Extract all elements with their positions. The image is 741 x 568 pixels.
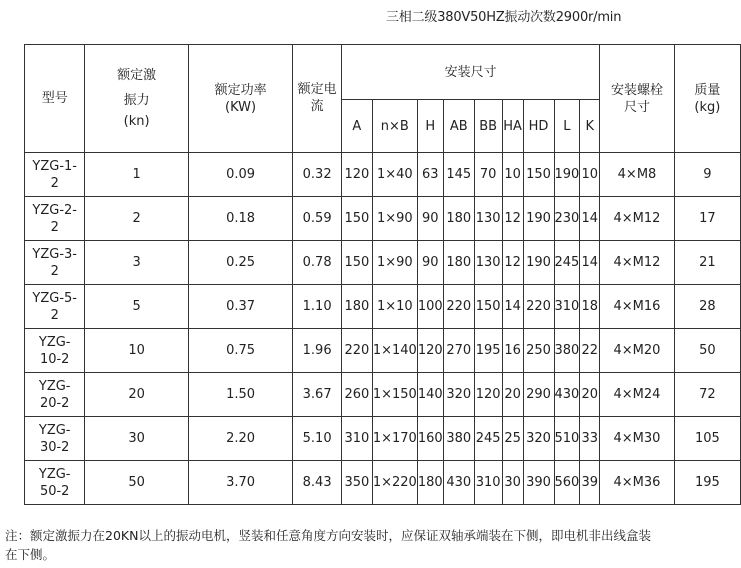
cell-mass: 9 <box>674 153 740 197</box>
cell-force: 2 <box>85 197 188 241</box>
cell-BB: 245 <box>474 417 502 461</box>
cell-force: 20 <box>85 373 188 417</box>
cell-HD: 320 <box>523 417 554 461</box>
cell-HA: 20 <box>502 373 523 417</box>
cell-AB: 380 <box>443 417 474 461</box>
cell-BB: 120 <box>474 373 502 417</box>
cell-model: YZG-2- 2 <box>25 197 85 241</box>
cell-AB: 320 <box>443 373 474 417</box>
cell-BB: 195 <box>474 329 502 373</box>
cell-AB: 145 <box>443 153 474 197</box>
cell-HA: 12 <box>502 197 523 241</box>
cell-power: 0.18 <box>188 197 293 241</box>
header-current: 额定电 流 <box>293 45 342 153</box>
cell-L: 560 <box>554 461 580 505</box>
table-row <box>25 241 741 285</box>
cell-HA: 25 <box>502 417 523 461</box>
cell-model: YZG-1- 2 <box>25 153 85 197</box>
header-mass: 质量 (kg) <box>674 45 740 153</box>
cell-bolt: 4×M12 <box>600 197 674 241</box>
header-row-top <box>25 45 741 100</box>
cell-bolt: 4×M8 <box>600 153 674 197</box>
cell-AB: 180 <box>443 241 474 285</box>
cell-A: 350 <box>341 461 372 505</box>
cell-mass: 195 <box>674 461 740 505</box>
cell-AB: 430 <box>443 461 474 505</box>
header-HD: HD <box>523 100 554 153</box>
table-body <box>25 153 741 505</box>
cell-L: 310 <box>554 285 580 329</box>
cell-H: 63 <box>417 153 443 197</box>
cell-BB: 130 <box>474 197 502 241</box>
header-A: A <box>341 100 372 153</box>
cell-power: 0.75 <box>188 329 293 373</box>
header-force: 额定激 振力 (kn) <box>85 45 188 153</box>
cell-AB: 270 <box>443 329 474 373</box>
cell-current: 5.10 <box>293 417 342 461</box>
cell-model: YZG- 50-2 <box>25 461 85 505</box>
cell-AB: 180 <box>443 197 474 241</box>
cell-HD: 220 <box>523 285 554 329</box>
cell-power: 0.25 <box>188 241 293 285</box>
cell-power: 0.09 <box>188 153 293 197</box>
cell-bolt: 4×M20 <box>600 329 674 373</box>
cell-K: 14 <box>580 197 600 241</box>
cell-force: 3 <box>85 241 188 285</box>
cell-bolt: 4×M36 <box>600 461 674 505</box>
cell-A: 220 <box>341 329 372 373</box>
cell-L: 190 <box>554 153 580 197</box>
cell-force: 50 <box>85 461 188 505</box>
cell-H: 180 <box>417 461 443 505</box>
cell-L: 510 <box>554 417 580 461</box>
cell-A: 150 <box>341 197 372 241</box>
cell-L: 380 <box>554 329 580 373</box>
cell-force: 30 <box>85 417 188 461</box>
cell-power: 2.20 <box>188 417 293 461</box>
cell-HD: 190 <box>523 197 554 241</box>
page-subtitle: 三相二级380V50HZ振动次数2900r/min <box>386 10 622 25</box>
table-row <box>25 417 741 461</box>
cell-current: 1.96 <box>293 329 342 373</box>
cell-nB: 1×10 <box>372 285 417 329</box>
cell-A: 260 <box>341 373 372 417</box>
cell-current: 1.10 <box>293 285 342 329</box>
footnote-line: 注：额定激振力在20KN以上的振动电机，竖装和任意角度方向安装时，应保证双轴承端装在下侧，即电机非出线盒装 <box>5 528 651 543</box>
cell-L: 245 <box>554 241 580 285</box>
header-AB: AB <box>443 100 474 153</box>
cell-A: 150 <box>341 241 372 285</box>
header-nB: n×B <box>372 100 417 153</box>
cell-HA: 12 <box>502 241 523 285</box>
header-HA: HA <box>502 100 523 153</box>
cell-model: YZG-5- 2 <box>25 285 85 329</box>
cell-mass: 17 <box>674 197 740 241</box>
header-bolt: 安装螺栓 尺寸 <box>600 45 674 153</box>
cell-mass: 72 <box>674 373 740 417</box>
cell-nB: 1×140 <box>372 329 417 373</box>
cell-K: 14 <box>580 241 600 285</box>
cell-AB: 220 <box>443 285 474 329</box>
cell-nB: 1×170 <box>372 417 417 461</box>
header-L: L <box>554 100 580 153</box>
header-model: 型号 <box>25 45 85 153</box>
cell-mass: 28 <box>674 285 740 329</box>
cell-mass: 105 <box>674 417 740 461</box>
spec-table <box>24 44 741 505</box>
header-install-size: 安装尺寸 <box>341 45 599 100</box>
footnote <box>5 526 740 564</box>
table-row <box>25 329 741 373</box>
cell-nB: 1×40 <box>372 153 417 197</box>
cell-A: 120 <box>341 153 372 197</box>
footnote-line: 在下侧。 <box>5 547 56 562</box>
cell-H: 100 <box>417 285 443 329</box>
cell-current: 0.59 <box>293 197 342 241</box>
cell-BB: 150 <box>474 285 502 329</box>
cell-K: 33 <box>580 417 600 461</box>
table-row <box>25 373 741 417</box>
cell-BB: 130 <box>474 241 502 285</box>
cell-HA: 30 <box>502 461 523 505</box>
cell-A: 310 <box>341 417 372 461</box>
cell-H: 120 <box>417 329 443 373</box>
cell-model: YZG- 10-2 <box>25 329 85 373</box>
cell-HA: 16 <box>502 329 523 373</box>
cell-L: 430 <box>554 373 580 417</box>
cell-L: 230 <box>554 197 580 241</box>
cell-current: 8.43 <box>293 461 342 505</box>
cell-K: 22 <box>580 329 600 373</box>
cell-K: 20 <box>580 373 600 417</box>
cell-force: 1 <box>85 153 188 197</box>
cell-force: 10 <box>85 329 188 373</box>
cell-power: 0.37 <box>188 285 293 329</box>
cell-bolt: 4×M12 <box>600 241 674 285</box>
cell-K: 10 <box>580 153 600 197</box>
cell-nB: 1×150 <box>372 373 417 417</box>
header-BB: BB <box>474 100 502 153</box>
header-power: 额定功率 (KW) <box>188 45 293 153</box>
cell-HD: 290 <box>523 373 554 417</box>
cell-bolt: 4×M30 <box>600 417 674 461</box>
cell-bolt: 4×M16 <box>600 285 674 329</box>
cell-current: 0.78 <box>293 241 342 285</box>
cell-A: 180 <box>341 285 372 329</box>
cell-power: 1.50 <box>188 373 293 417</box>
cell-H: 90 <box>417 241 443 285</box>
cell-HA: 10 <box>502 153 523 197</box>
cell-nB: 1×220 <box>372 461 417 505</box>
cell-nB: 1×90 <box>372 197 417 241</box>
cell-H: 140 <box>417 373 443 417</box>
cell-nB: 1×90 <box>372 241 417 285</box>
cell-HD: 390 <box>523 461 554 505</box>
cell-HA: 14 <box>502 285 523 329</box>
table-row <box>25 197 741 241</box>
cell-mass: 50 <box>674 329 740 373</box>
cell-BB: 310 <box>474 461 502 505</box>
cell-model: YZG-3- 2 <box>25 241 85 285</box>
cell-bolt: 4×M24 <box>600 373 674 417</box>
cell-HD: 250 <box>523 329 554 373</box>
cell-force: 5 <box>85 285 188 329</box>
cell-K: 39 <box>580 461 600 505</box>
header-K: K <box>580 100 600 153</box>
header-H: H <box>417 100 443 153</box>
cell-mass: 21 <box>674 241 740 285</box>
cell-model: YZG- 20-2 <box>25 373 85 417</box>
cell-K: 18 <box>580 285 600 329</box>
cell-H: 160 <box>417 417 443 461</box>
table-row <box>25 461 741 505</box>
cell-power: 3.70 <box>188 461 293 505</box>
cell-BB: 70 <box>474 153 502 197</box>
cell-HD: 190 <box>523 241 554 285</box>
cell-model: YZG- 30-2 <box>25 417 85 461</box>
cell-HD: 150 <box>523 153 554 197</box>
table-row <box>25 285 741 329</box>
cell-current: 0.32 <box>293 153 342 197</box>
cell-H: 90 <box>417 197 443 241</box>
table-row <box>25 153 741 197</box>
cell-current: 3.67 <box>293 373 342 417</box>
